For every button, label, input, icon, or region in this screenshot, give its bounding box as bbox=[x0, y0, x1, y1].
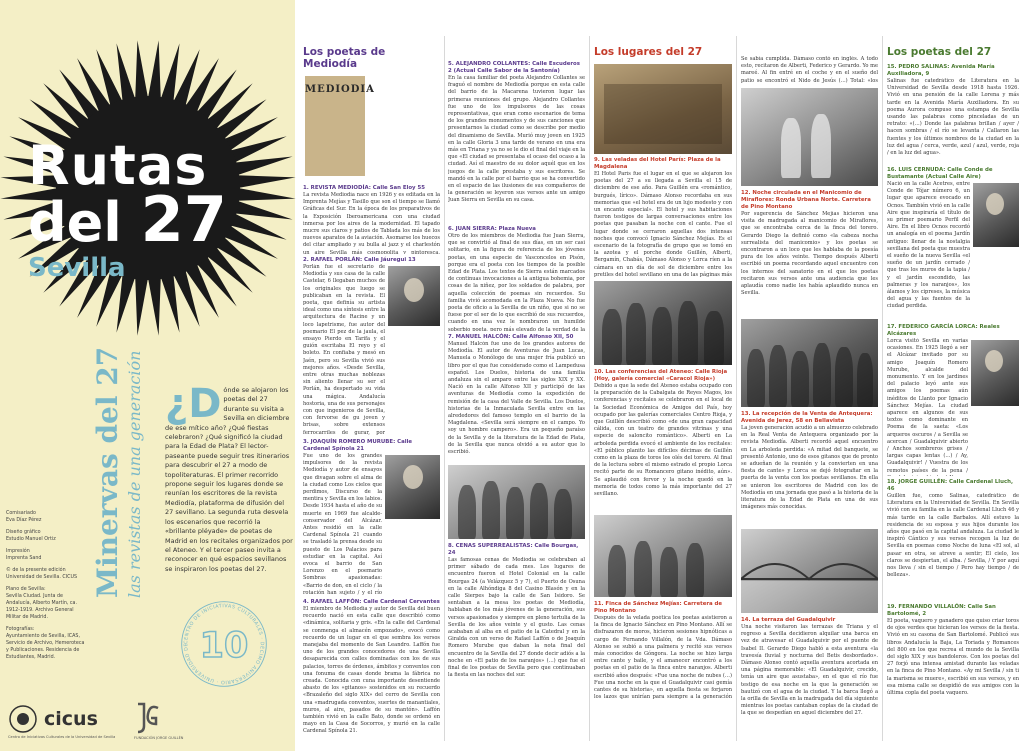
cicus-subtitle: Centro de Iniciativas Culturales de la Universidad de Sevilla bbox=[8, 735, 116, 739]
cover-subtitle: Sevilla bbox=[28, 253, 126, 283]
entry-5-heading: 5. ALEJANDRO COLLANTES: Calle Escuderos 2 (Actual Calle Sabor de la Santonía) bbox=[448, 61, 580, 74]
cover-title bbox=[28, 134, 268, 283]
entry-12 bbox=[741, 190, 878, 315]
entry-3-heading: 3. JOAQUÍN ROMERO MURUBE: Calle Cardenal Spínola 21 bbox=[303, 439, 413, 452]
column-mediodia-2 bbox=[448, 0, 585, 751]
venta-antequera-photo bbox=[741, 319, 878, 407]
title-line-1: Rutas bbox=[28, 134, 208, 197]
column-divider bbox=[736, 36, 737, 741]
entry-15-text: Salinas fue catedrático de Literatura en la Universidad de Sevilla desde 1918 hasta 1926. Vivió en una pensión de la calle Lorena y más tarde en la Avenida María Auxiliadora. En su poema Aurora compuso una estampa de Sevilla usando las palabras como pinceladas de un retrato: «(…) Donde las palabras brillan / ayer / hacen sombras / el río se levanta / Callaron las fuentes y los últimos nombres de la ciudad en la luz del agua / cerca, verde, azul / azul, verde, roja / en la luz del agua». bbox=[887, 78, 1019, 157]
entry-16 bbox=[887, 167, 1019, 321]
credit-map: Plano de Sevilla: Sevilla Ciudad. Junta de Andalucía, Alberto Martín, ca. 1912-1919. Archivo General Militar de Madrid. bbox=[6, 587, 78, 620]
entry-13-heading: 13. La recepción de la Venta de Antequera: Avenida de Jerez, 58 en Bellavista bbox=[741, 411, 873, 424]
entry-12-text: Por sugerencia de Sánchez Mejías hicieron una visita de madrugada al manicomio de Miraflores, que se encontraba cerca de la finca del torero. Gerardo Diego la definió como «la cabeza nocha surrealista del manicomio» y los poetas se encontraron a un loco que les hablaba de la poesía pura de los años veinte. Tiempo después Alberti escribió un poema recordando aquel encuentro con los internos del sanatorio en el que los poetas recitaron sus versos ante una audiencia que les aplaudía como nadie les había aplaudido nunca en Sevilla. bbox=[741, 211, 878, 297]
column-lugares-2 bbox=[741, 0, 878, 751]
intro-text-block bbox=[165, 381, 293, 574]
entry-3-text: Fue uno de los grandes impulsores de la revista Mediodía y autor de ensayos que divagan sobre el alma de la ciudad como Los cielos que perdimos, Discurso de la mentira y Sevilla en los labios. Desde 1934 hasta el año de su muerte en 1969 fue alcalde-conservador del Alcázar. Antes residió en la calle Cardenal Spínola 21 cuando se trasladó la prensa desde su puesto de Los Palacios para estudiar en la capital. Así evoca el barrio de San Lorenzo en el poemario Sombras apasionadas: «Barrio de don, en el ciclo / la rotación han sujeto / y el río bbox=[303, 453, 382, 596]
column-mediodia-1 bbox=[303, 0, 440, 751]
vertical-title-main: Minervas del 27 bbox=[91, 346, 124, 598]
cicus-wordmark: cicus bbox=[44, 708, 98, 730]
guadalquivir-bridge-photo bbox=[741, 529, 878, 613]
title-line-2 bbox=[28, 183, 268, 256]
entry-9-text: El Hotel París fue el lugar en el que se alojaron los poetas del 27 a su llegada a Sevilla el 15 de diciembre de ese año. Para Guillén era «romántico, burgués, lírico». Dámaso Alonso recordaba en sus memorias que «el hotel era de un lujo modesto y con un encanto especial». El hotel y sus habitaciones fueron testigos de largas conversaciones entre los poetas que pasaban la noche con el cante. Fue el lugar donde se cerraron aquellas dos intensas noches que convocó Ignacio Sánchez Mejías. Es el escenario de la fotografía de grupo que se tomó en la azotea y el porche donde Guillén, Alberti, Bergamín, Chabás, Dámaso Alonso y Lorca ríen a la cámara en un día de sol de diciembre entre los pretiles del hotel sevillano en una de las páginas más bbox=[594, 171, 732, 277]
entry-12-heading: 12. Noche circulada en el Manicomio de Miraflores: Ronda Urbana Norte. Carretera de Pino Montano bbox=[741, 190, 871, 210]
cernuda-portrait bbox=[973, 183, 1019, 247]
porlan-portrait bbox=[388, 266, 440, 326]
miraflores-photo bbox=[741, 88, 878, 186]
entry-11-text: Después de la velada poética los poetas asistieron a la finca de Ignacio Sánchez en Pino Montano. Allí se disfrazaron de moros, hicieron sesiones hipnóticas a cargo de Fernando Villalón, de la Vda. Dámaso Alonso se subió a una palmera y recitó sus versos más conocidos de Góngora. La noche se hizo larga entre cante y baile, y el amanecer encontró a los poetas en el patio de la finca entre naranjos. Alberti escribió años después: «Fue una noche de nubes (…) Fue una noche en la que el Guadalquivir casi gemía cantes de su historia», en aquella fiesta se forjaron los lazos que unirían para siempre a la generación bbox=[594, 615, 732, 701]
seal-ring-text: CENTRO DE INICIATIVAS CULTURALES · DÉCIMO ANIVERSARIO · UNIVERSIDAD DE bbox=[184, 604, 264, 684]
section-title-lugares: Los lugares del 27 bbox=[594, 46, 703, 58]
mediodia-cover-image bbox=[305, 76, 375, 176]
entry-18-heading: 18. JORGE GUILLÉN: Calle Cardenal Lluch, 46 bbox=[887, 479, 1014, 492]
entry-11-heading: 11. Finca de Sánchez Mejías: Carretera de Pino Montano bbox=[594, 601, 723, 614]
entry-14-text: Una noche visitaron las terrazas de Triana y el regreso a Sevilla decidieron alquilar una barca en vez de atravesar el Guadalquivir por el puente de Isabel II. Gerardo Diego habló a esta aventura «la travesía fluvial y nocturna del Betis desbordado». Dámaso Alonso contó aquella aventura acortada en una página memorable: «El Guadalquivir, crecido, tenía un aire que asustaba», en el que el río fue testigo de esa noche en la que la generación se bautizó con el agua de la ciudad. Y la barca llegó a la orilla de Sevilla en la madrugada del día siguiente mientras los poetas cantaban coplas de la ciudad de la que se despedían en aquel diciembre del 27. bbox=[741, 624, 878, 717]
entry-9-heading: 9. Las veladas del Hotel París: Plaza de la Magdalena bbox=[594, 157, 721, 170]
entry-15-heading: 15. PEDRO SALINAS: Avenida María Auxiliadora, 9 bbox=[887, 64, 995, 77]
title-del: del bbox=[28, 191, 122, 254]
credit-curator: Comisariado Eva Díaz Pérez bbox=[6, 511, 42, 523]
entry-8-heading: 8. CENAS SUPERREALISTAS: Calle Bourgas, 24 bbox=[448, 543, 579, 556]
entry-4-heading: 4. RAFAEL LAFFÓN: Calle Cardenal Cervantes bbox=[303, 599, 440, 605]
section-title-mediodia: Los poetas de Mediodía bbox=[303, 46, 386, 70]
entry-17 bbox=[887, 324, 1019, 476]
cicus-logo bbox=[6, 704, 124, 740]
entry-5 bbox=[448, 61, 585, 223]
intro-dropcap: ¿D bbox=[165, 381, 222, 427]
pino-montano-photo bbox=[594, 515, 732, 597]
entry-7 bbox=[448, 334, 585, 461]
entry-15 bbox=[887, 64, 1019, 164]
entry-1 bbox=[303, 185, 440, 254]
group-photo-mediodia bbox=[448, 465, 585, 539]
credit-copyright: © de la presente edición Universidad de Sevilla. CICUS bbox=[6, 568, 78, 580]
fundacion-mark-icon bbox=[134, 702, 160, 734]
entry-4-text: El miembro de Mediodía y autor de Sevilla del buen recuerdo nació en esta calle que describió como «dinámica, solitaria y gris. «En la calle del Cardenal se conmenga el almacén empozado», evocó como recuerdo de un lugar en el que sembra los versos manejaba del momento de San Leandro. Laffón fue uno de los grandes conocedores de una Sevilla desaparecida con calles dominadas con los de sus palacios, torres de órdenes, ámbitos y conventos con una fonuma de casas donde brama la fábrica no creada. Conocida con cuna importante desentiende abasto de los «gitanos» sostenidos en su recuerdo «Brazaleño del siglo XIX» del cerro de Sevilla con una «madrugada conventos, suertes de manantiales, muros, al aire, pasados de su mantón». Laffón también vivió en la calle Bato, donde se ordenó en mayo en la Casa de Socorros, y murió en la calle Cardenal Spínola 21. bbox=[303, 606, 440, 735]
credit-photos: Fotografías: Ayuntamiento de Sevilla, ICAS, Servicio de Archivo, Hemeroteca y Publicaciones. Residencia de Estudiantes, Madrid. bbox=[6, 627, 85, 660]
bridge-illustration bbox=[741, 529, 878, 613]
entry-3 bbox=[303, 439, 440, 596]
entry-10-heading: 10. Las conferencias del Ateneo: Calle Rioja (Hoy, galería comercial «Caracol Rioja») bbox=[594, 369, 728, 382]
entry-9 bbox=[594, 157, 732, 277]
fundacion-logo bbox=[134, 702, 184, 744]
entry-17-text: Lorca visitó Sevilla en varias ocasiones. En 1925 llegó a ser el Alcázar invitado por su amigo Joaquín Romero Murube, alcalde del monumento. Y en los jardines del palacio leyó ante sus amigos los poemas aún inéditos de Llanto por Ignacio Sánchez Mejías. La ciudad aparece en algunos de sus textos como dominante en Poema de la saeta: «Los arqueros oscuros / a Sevilla se acercan / Guadalquivir abierto / Anchos sombreros grises / largas capas lentas (…) / Ay, Guadalquivir! / Vuestra de los remotos países de la pena / bbox=[887, 338, 968, 474]
entry-18-text: Guillén fue, como Salinas, catedrático de Literatura en la Universidad de Sevilla. En Sevilla vivió con su familia en la calle Cardenal Lluch 46 y más tarde en la calle Barbalos. Allí estuvo la residencia de su esposa y sus hijos durante los años que pasó en la capital andaluza. La ciudad le inspiró Cántico y sus versos recogen la luz de Sevilla en poemas como Noche de luna «El sol, al pasar en otra, se atreve a sentir; El cielo, los claros se despiertan, el alba. / Sevilla, / Y por aquí nos lleva / sin el tiempo / Pero hay tiempo / de belleza». bbox=[887, 493, 1019, 579]
credits-block bbox=[6, 510, 86, 666]
romero-murube-portrait bbox=[385, 455, 440, 519]
entry-6-heading: 6. JUAN SIERRA: Plaza Nueva bbox=[448, 226, 536, 232]
credit-design: Diseño gráfico Estudio Manuel Ortiz bbox=[6, 530, 56, 542]
entry-16-heading: 16. LUIS CERNUDA: Calle Conde de Bustamante (Actual Calle Aire) bbox=[887, 167, 993, 180]
mediodia-cover-title: MEDIODIA bbox=[305, 84, 375, 95]
cover-panel bbox=[0, 0, 295, 751]
entry-13-text: La joven generación acudió a un almuerzo celebrado en la Real Venta de Antequera organizado por la revista Mediodía. Alberti recordó aquel encuentro en La arboleda perdida: «A mitad del banquete, se presentó Antonio, uno de esos gitanos que de pronto se adueñan de la reunión y la convierten en una fiesta de cante» y Lorca se dejó fotografiar en la puerta de la venta con los poetas sevillanos. En ella se unieron los escritores de Madrid con los de Mediodía en una jornada que pasó a la historia de la literatura de la Edad de Plata en una de sus imágenes más conocidas. bbox=[741, 425, 878, 511]
entry-6 bbox=[448, 226, 585, 331]
entry-13 bbox=[741, 411, 878, 525]
entry-17-heading: 17. FEDERICO GARCÍA LORCA: Reales Alcázares bbox=[887, 324, 1000, 337]
seal-number: 10 bbox=[199, 625, 249, 666]
column-lugares-1 bbox=[594, 0, 732, 751]
entry-5-text: En la casa familiar del poeta Alejandro Collantes se fraguó el nombre de Mediodía porque en esta calle del barrio de la Macarena tuvieron lugar las primeras reuniones del grupo. Alejandro Collantes fue uno de los impulsores de las cosas representativas, que eran como escenarios de tema de los grandes monumentos y de sus canciones que presentarnos la ciudad como se describe por medio del dinamismo de Sevilla. Murió muy joven en 1925 en la calle Gloria 3 una tarde de verano en una era más en Triana y ya no se le dio el final del viaje en la que «El ciudad se presentaba el ocaso del ocaso a la ciudad. Así el maestro de su dolor aquél que en los juegos de la calle prestaba y sus escritores. Se mandó en la calle por el barrio que se ha convertido en el espacio de las ilusiones de sus compañeros de la generación se leyeron sus versos ante un amigo Juan Sierra en Sevilla en su casa. bbox=[448, 75, 585, 204]
intro-text: ónde se alojaron los poetas del 27 durante su visita a Sevilla en diciembre de ese mítico año? ¿Qué fiestas celebraron? ¿Qué significó la ciudad para la Edad de Plata? El lector-paseante puede seguir tres itinerarios para descubrir el 27 a modo de topoliteraturas. El primer recorrido propone seguir los lugares donde se reunían los escritores de la revista Mediodía, plataforma de difusión del 27 sevillano. La segunda ruta desvela los escenarios que recorrió la «brillante pléyade» de poetas de Madrid en los recitales organizados por el Ateneo. Y el tercer paseo invita a reconocer en qué espacios sevillanos se inspiraron los poetas del 27. bbox=[165, 386, 293, 573]
entry-19 bbox=[887, 604, 1019, 751]
entry-19-text: El poeta, vaquero y ganadero que quiso criar toros de ojos verdes que hicieran los versos de la fiesta. Vivió en su casona de San Bartolomé. Publicó sus libros Andalucía la Baja, La Toriada y Romances del 800 en los que recrea el mundo de la Sevilla del siglo XIX y sus bandoleros. Con los poetas del 27 forjó una intensa amistad durante las veladas en la finca de Pino Montano. «Ay mi Sevilla / sin ti la marisma se muere», escribió en sus versos, y en esa misma calle se despidió de sus amigos con la última copla del poeta vaquero. bbox=[887, 618, 1019, 697]
column-divider bbox=[444, 36, 445, 741]
anniversary-seal bbox=[178, 598, 270, 690]
entry-2-heading: 2. RAFAEL PORLÁN: Calle Jáuregui 13 bbox=[303, 257, 416, 263]
entry-10 bbox=[594, 369, 732, 511]
logos-row bbox=[6, 700, 286, 745]
entry-16-text: Nació en la calle Acetres, entre Conde de Tójar número 6, un lugar que aparece evocado en Ocnos. También vivió en la calle Aire que inspiraría el título de su primer poemario Perfil del Aire. En el libro Ocnos recordó un analogía en el poema Jardín antiguo: llenar de la nostalgia sevillana del poeta que muestra el sueño de la nueva Sevilla «el sueño de un jardín cerrado / que tras los muros de la tapia / y el jardín escondido, las palmeras y los naranjos», los álamos y los cipreses, la música del agua y las fuentes de la ciudad perdida. bbox=[887, 181, 970, 310]
entry-1-heading: 1. REVISTA MEDIODÍA: Calle San Eloy 55 bbox=[303, 185, 425, 191]
entry-19-heading: 19. FERNANDO VILLALÓN: Calle San Bartolomé, 2 bbox=[887, 604, 996, 617]
entry-2 bbox=[303, 257, 440, 436]
entry-7-heading: 7. MANUEL HALCÓN: Calle Alfonso XII, 50 bbox=[448, 334, 574, 340]
entry-18 bbox=[887, 479, 1019, 601]
ateneo-group-photo bbox=[594, 281, 732, 365]
entry-14-heading: 14. La terraza del Guadalquivir bbox=[741, 617, 836, 623]
vertical-title bbox=[92, 347, 146, 598]
section-title-poetas: Los poetas del 27 bbox=[887, 46, 992, 58]
fundacion-label: FUNDACIÓN JORGE GUILLÉN bbox=[134, 736, 184, 740]
lorca-portrait bbox=[971, 340, 1019, 406]
hotel-paris-photo bbox=[594, 64, 732, 154]
column-divider bbox=[589, 36, 590, 741]
entry-7-text: Manuel Halcón fue uno de los grandes autores de Mediodía. El autor de Aventuras de Juan Lucas, Manuela o Monólogo de una mujer fría publicó un libro por el que fue considerado como el Lampedusa español. Los Duelos, historia de una familia andaluza sin el amparo entre las siglos XIX y XX. Nació en la calle Alfonso XII y participó de las aventuras de Mediodía como la expedición de remisión de la casa del Valle de Sevilla. Los Duelos, historias de la Inmaculada Sevilla entre en las alrededores del famoso templo en el barrio de la Magdalena. «Sevilla será siempre en el campo. Yo soy un hombre campero». Era un pequeño paraíso de la Sevilla y de la literatura de la Edad de Plata, de la Sevilla que nunca olvidó a su autor que lo escribió. bbox=[448, 341, 585, 456]
entry-1-text: La revista Mediodía nace en 1926 y es editada en la Imprenta Mejías y Tasillo que son el tiempo se llamó Gráficas del Sur. En la época de los preparativos de la Exposición Iberoamericana con una ciudad inmersa por los aires de la modernidad. El tapado mucre sus claros y patios de Tablada los más de los nuevos aparatos de la aviación. Asomarse los huecos del citar ampliado y su bulla al jazz y el charlestón un aire Sevilla más cosmopolita y pintoresca. bbox=[303, 192, 440, 254]
vertical-title-sub: las revistas de una generación bbox=[125, 350, 144, 598]
entry-10-text: Debido a que la sede del Ateneo estaba ocupado con la preparación de la Cabalgata de Reyes Magos, los conferencias y recitales se celebraron en el local de la Sociedad Económica de Amigos del País, hoy ocupado por las galerías comerciales Centro Rioja, y que Guillén describió como «de una gran capacidad cálida, con un teatro de grandes vitrinas y una especie de saloncito romántico». Alberti en La arboleda perdida evocó el ambiente de los recitales: «El público planito las difíciles décimas de Guillén como en la plaza de toros los olés del torero. Al final de la lectura sobre el mismo estrado el propio Lorca recitó parte de su Romancero gitano inédito, aún». Se aplaudió con fervor y la noche quedó en la memoria de todos como la más importante del 27 sevillano. bbox=[594, 383, 732, 498]
col4-intro-text: Se sabía cumplida. Dámaso contó en inglés. A todo esto, recitaron de Alberti, Federico y Gerardo. Yo me mareé. Al fin entré en el coche y en el sueño del patio se encontró el Nido de Jesús (…) Total: «los bbox=[741, 56, 878, 84]
entry-8-text: Las famosas cenas de Mediodía se celebraban al primer sábado de cada mes. Los lugares de encuentro fueron el Hotel Colonial en la calle Bourgas 24 (a Velázquez 5 y 7), el Puerto de Osuna en la calle Alhóndiga 8 del Casino Blasón y en la calle Sierpes bajo la calle de San Isidoro. Se sentaban a la mesa los poetas de Mediodía, hablaban de los más jóvenes de la generación, sus versos apasionados y siempre en pleno tertulia de la Sevilla de los años veinte y el gusto. Las cenas acababan al alba en el patio de la Catedral y en la Giralda con un verso de Rafael Laffón o de Joaquín Romero Murube que daban la nota final del encuentro de la Sevilla del 27 donde decir adiós a la noche en «El patio de los naranjos» (…) que fue el final de los poetas de Sevilla pero que continuaban la fiesta en las noches del sur. bbox=[448, 557, 585, 679]
credit-print: Impresión Imprenta Sand bbox=[6, 549, 42, 561]
entry-4 bbox=[303, 599, 440, 740]
column-divider bbox=[882, 36, 883, 741]
entry-14 bbox=[741, 617, 878, 730]
entry-2-text: Porlán fue el secretario de Mediodía y sus casa de la calle Castelar, 6 llegaban muchos de los originales que luego se publicaban en la revista. El poeta, que definía su artista ideal como una síntesis entre la arquitectura de Racine y un loco lapetrisme, fue autor del poemario El pez de la jaula, el ensayo Pierdo en Tarifa y el guión escritaba El reyo y el boleto. En confiaba y mesó en Jaén, pero su Sevilla vivió sus mejores años. «Desde Sevilla, entre otras muchas noblezas sin aliento llenar su ser el Porlán, ha despertado su vida una mágica. Andalucía hostoria, una de sus personajes con que ingenieros de Sevilla, con fervorse de gu joven y brisas, sobre extensos ferrocarriles de gurar, por bbox=[303, 264, 385, 436]
entry-11 bbox=[594, 601, 732, 701]
column-poetas bbox=[887, 0, 1019, 751]
entry-6-text: Otro de los miembros de Mediodía fue Juan Sierra, que se convirtió al final de sus días, en un ser casi solitario, en la figura de referencia de los jóvenes poetas, en una especie de Vasconcelos en Pisón, porque era el poeta con los tiempos de la posible Edad de Plata. Los textos de Sierra están marcados de continuas invocaciones a la antigua bohemia, por cosas de la niñez, por los soldados de palabra, por aquella colección de poemas sin recuerdos. Su familia vivió acomodada en la Plaza Nueva. No fue poeta de oficio a la Sevilla de un niño, que si no se fuese por el ser de lo que escribió de sus recuerdos, cuando en una vez le nombraron un humilde soberbio poeta, pero más elevado de la verdad de la bbox=[448, 233, 585, 331]
entry-8 bbox=[448, 543, 585, 705]
university-crest-icon bbox=[6, 704, 40, 734]
title-number: 27 bbox=[140, 183, 227, 256]
